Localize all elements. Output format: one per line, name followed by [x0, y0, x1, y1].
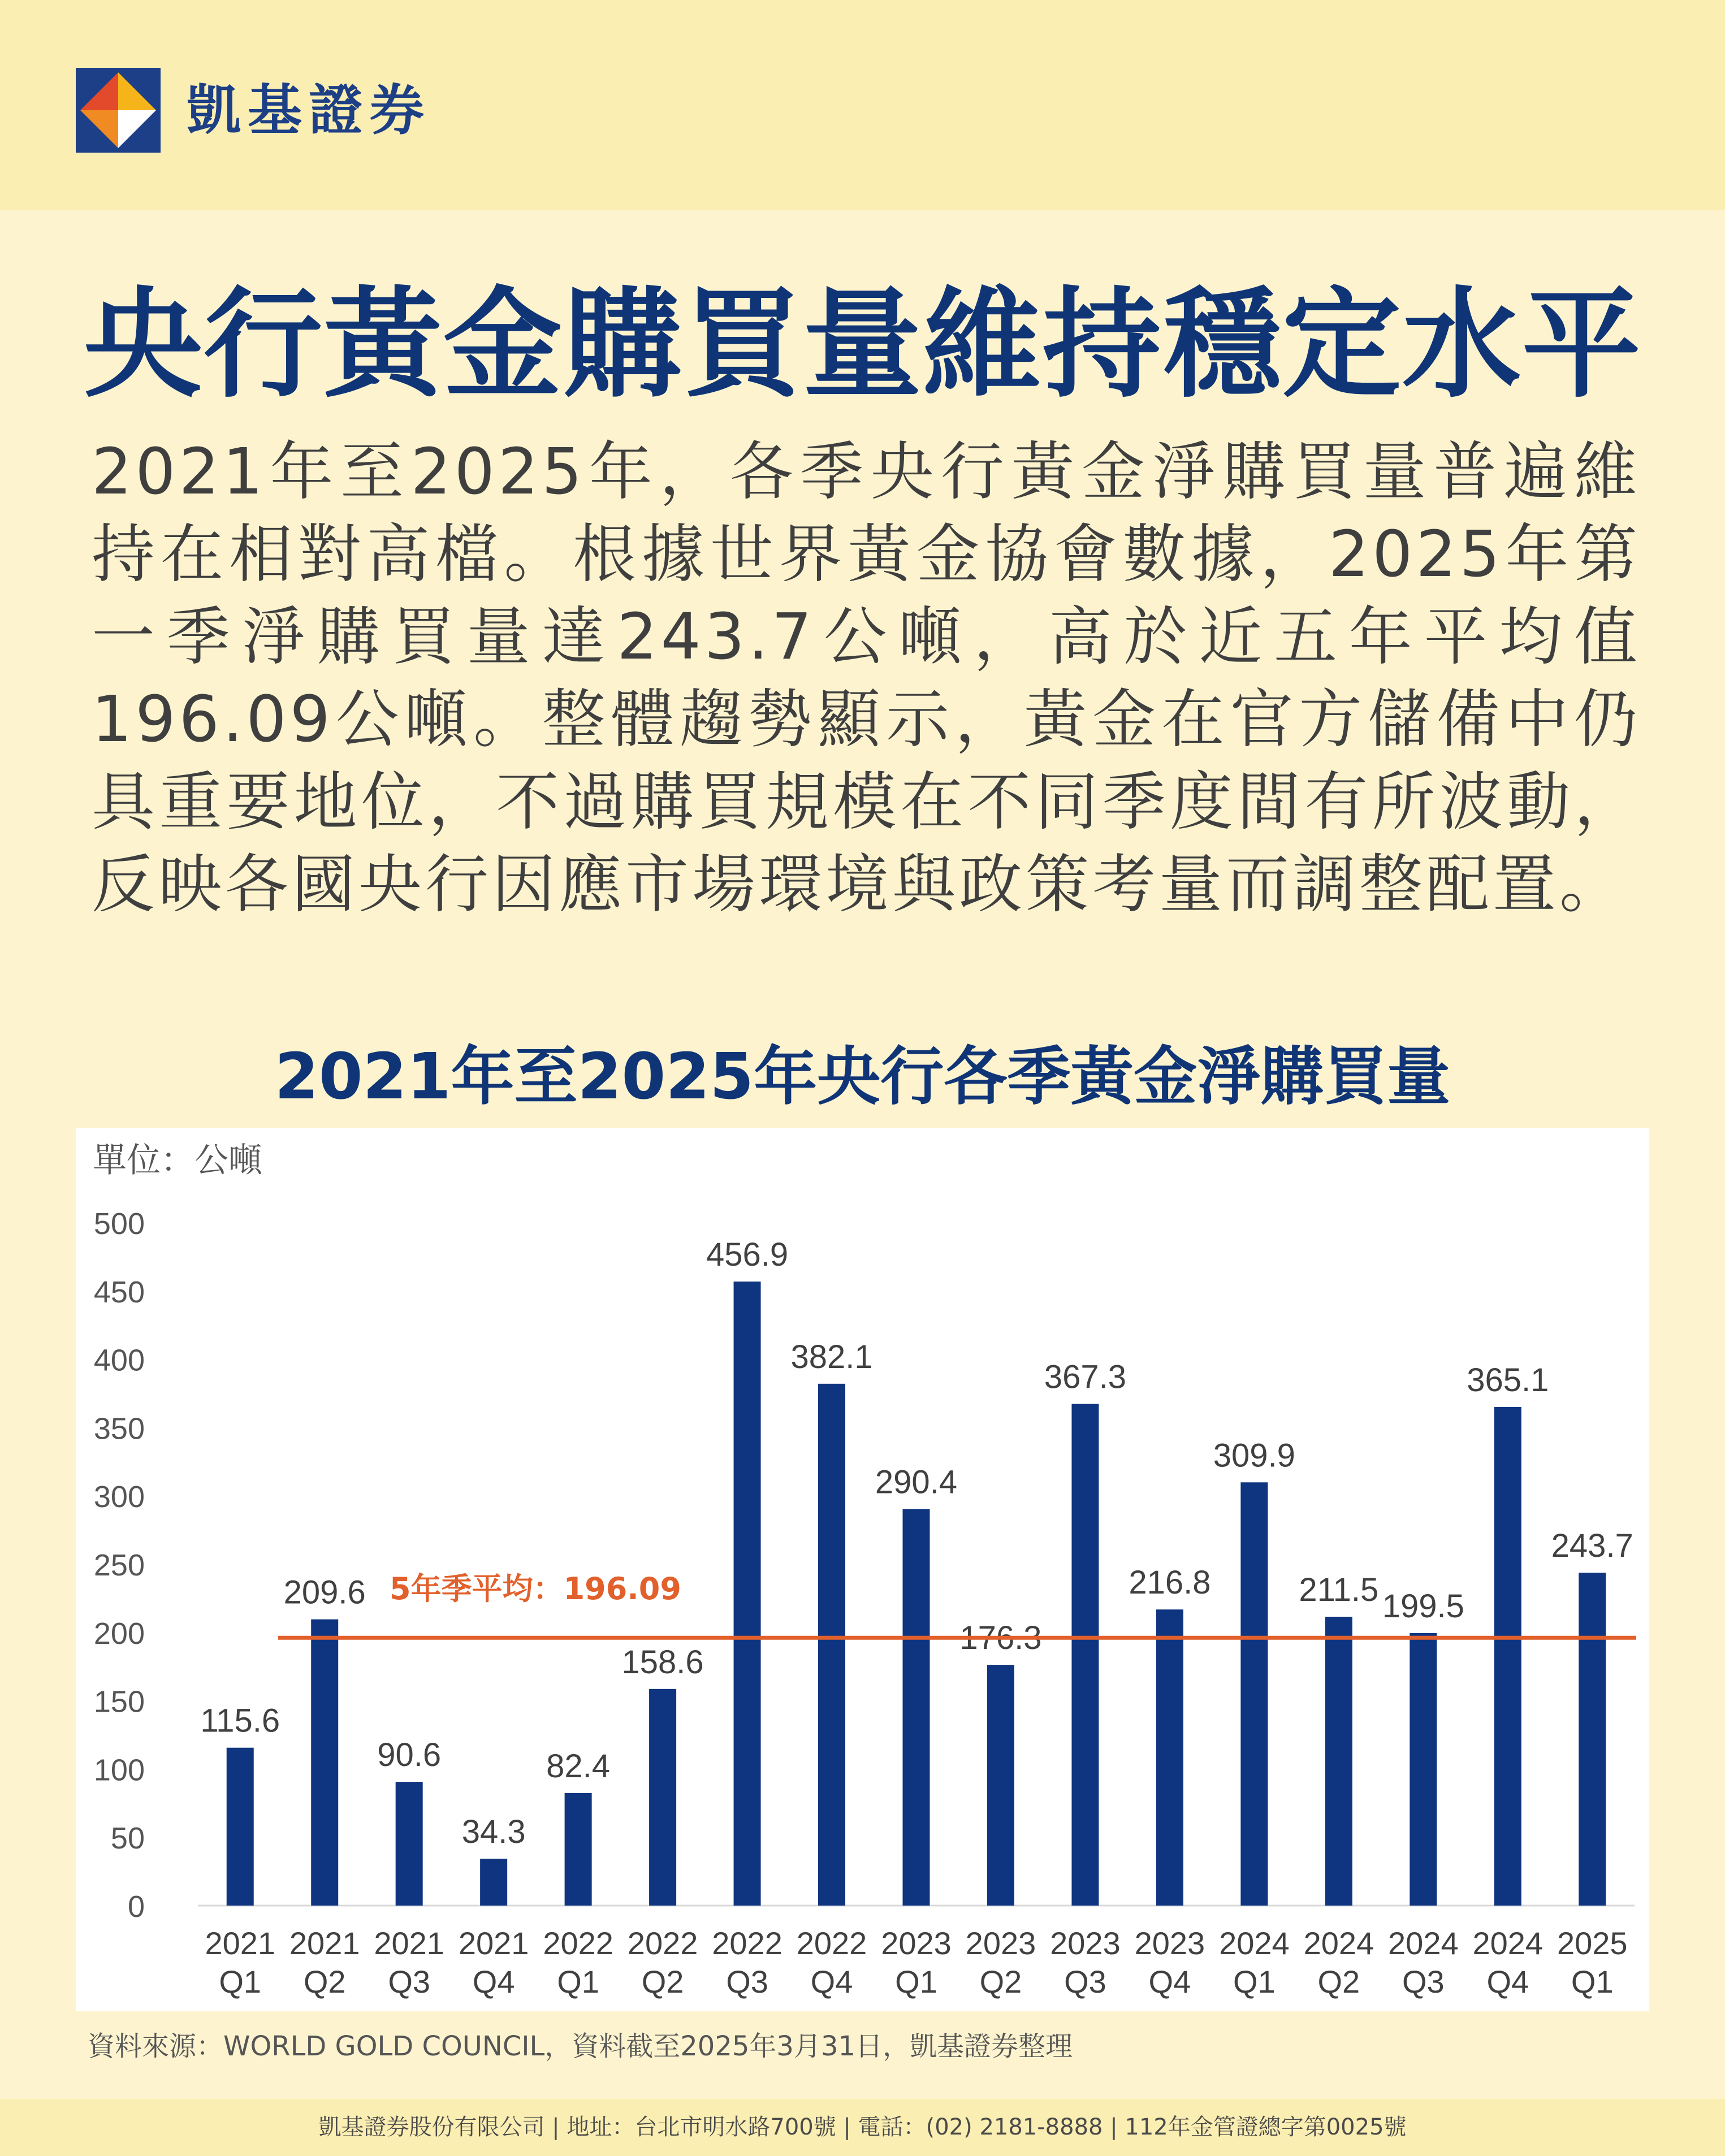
body-paragraph: 2021年至2025年，各季央行黃金淨購買量普遍維持在相對高檔。根據世界黃金協會數據，2025年第一季淨購買量達243.7公噸，高於近五年平均值196.09公噸。整體趨勢顯示，黃金在官方儲備中仍具重要地位，不過購買規模在不同季度間有所波動，反映各國央行因應市場環境與政策考量而調整配置。	[92, 435, 1641, 921]
y-tick-label: 250	[93, 1548, 145, 1582]
x-tick-label-year: 2022	[543, 1925, 613, 1961]
y-tick-label: 50	[110, 1821, 145, 1856]
y-tick-label: 450	[93, 1275, 145, 1309]
x-tick-label-quarter: Q1	[895, 1964, 937, 1999]
x-tick-label-year: 2024	[1388, 1925, 1459, 1961]
footer-band	[0, 2099, 1725, 2156]
data-label: 382.1	[790, 1338, 873, 1375]
x-tick-label-year: 2023	[1134, 1925, 1205, 1961]
source-note: 資料來源：WORLD GOLD COUNCIL，資料截至2025年3月31日，凱基證券整理	[88, 2031, 1073, 2062]
data-label: 34.3	[461, 1813, 526, 1851]
bar-2022-Q4	[818, 1384, 845, 1906]
x-tick-label-year: 2024	[1219, 1925, 1290, 1961]
x-tick-label-year: 2022	[627, 1925, 698, 1961]
bar-2024-Q2	[1325, 1617, 1352, 1906]
x-tick-label-year: 2023	[1050, 1925, 1121, 1961]
x-tick-label-quarter: Q2	[303, 1964, 346, 1999]
bar-2021-Q2	[311, 1620, 338, 1906]
x-tick-label-year: 2022	[796, 1925, 867, 1961]
data-label: 158.6	[621, 1643, 704, 1681]
x-tick-label-quarter: Q3	[1064, 1964, 1106, 1999]
x-tick-label-quarter: Q4	[810, 1964, 853, 1999]
x-tick-label-year: 2021	[205, 1925, 276, 1961]
data-label: 211.5	[1299, 1571, 1379, 1609]
data-label: 176.3	[959, 1620, 1042, 1657]
y-tick-label: 300	[93, 1480, 145, 1514]
y-tick-label: 350	[93, 1412, 145, 1446]
x-tick-label-quarter: Q4	[1486, 1964, 1529, 1999]
bar-2025-Q1	[1579, 1573, 1606, 1906]
y-tick-label: 400	[93, 1343, 145, 1378]
x-tick-label-quarter: Q1	[1571, 1964, 1614, 1999]
bar-2021-Q4	[480, 1859, 507, 1906]
bar-2024-Q1	[1240, 1482, 1268, 1906]
x-tick-label-quarter: Q3	[388, 1964, 431, 1999]
x-tick-label-quarter: Q1	[1233, 1964, 1276, 1999]
data-label: 199.5	[1382, 1588, 1464, 1625]
bar-chart	[76, 1128, 1649, 2011]
x-tick-label-year: 2021	[289, 1925, 360, 1961]
y-tick-label: 500	[93, 1207, 145, 1241]
y-tick-label: 150	[93, 1685, 145, 1719]
data-label: 309.9	[1213, 1437, 1295, 1474]
y-tick-label: 0	[127, 1890, 145, 1924]
x-tick-label-year: 2024	[1303, 1925, 1374, 1961]
data-label: 90.6	[377, 1737, 442, 1774]
data-label: 209.6	[283, 1574, 366, 1611]
x-tick-label-year: 2025	[1557, 1925, 1628, 1961]
x-tick-label-quarter: Q1	[219, 1964, 262, 1999]
bar-2021-Q1	[227, 1748, 254, 1906]
bar-2023-Q4	[1156, 1609, 1183, 1906]
x-tick-label-year: 2021	[458, 1925, 529, 1961]
x-tick-label-quarter: Q2	[641, 1964, 684, 1999]
bar-2023-Q3	[1071, 1404, 1099, 1906]
data-label: 216.8	[1129, 1564, 1211, 1601]
bar-2023-Q1	[903, 1509, 930, 1906]
y-tick-label: 200	[93, 1616, 145, 1651]
x-tick-label-quarter: Q4	[1148, 1964, 1191, 1999]
data-label: 243.7	[1551, 1527, 1633, 1565]
x-tick-label-quarter: Q3	[1402, 1964, 1445, 1999]
x-tick-label-year: 2023	[965, 1925, 1036, 1961]
bar-2024-Q4	[1494, 1407, 1521, 1906]
x-tick-label-quarter: Q2	[1317, 1964, 1360, 1999]
x-tick-label-quarter: Q2	[979, 1964, 1022, 1999]
x-tick-label-year: 2022	[712, 1925, 782, 1961]
brand-name: 凱基證券	[187, 79, 431, 142]
chart-title: 2021年至2025年央行各季黃金淨購買量	[274, 1040, 1451, 1114]
data-label: 82.4	[546, 1747, 611, 1785]
page-title: 央行黃金購買量維持穩定水平	[84, 275, 1642, 414]
header-band	[0, 0, 1725, 210]
data-label: 290.4	[875, 1464, 958, 1501]
y-tick-label: 100	[93, 1753, 145, 1787]
kgi-diamond-logo	[76, 68, 161, 153]
unit-label: 單位：公噸	[93, 1141, 262, 1180]
average-label: 5年季平均：196.09	[390, 1571, 681, 1607]
data-label: 115.6	[200, 1702, 280, 1739]
data-label: 365.1	[1467, 1361, 1549, 1399]
x-tick-label-quarter: Q3	[726, 1964, 768, 1999]
data-label: 367.3	[1044, 1358, 1127, 1396]
footer-text: 凱基證券股份有限公司 | 地址：台北市明水路700號 | 電話：(02) 2181-8888 | 112年金管證總字第0025號	[318, 2114, 1407, 2140]
x-tick-label-year: 2021	[374, 1925, 444, 1961]
chart-panel	[76, 1128, 1649, 2011]
x-tick-label-year: 2023	[881, 1925, 952, 1961]
x-tick-label-quarter: Q1	[557, 1964, 599, 1999]
bar-2022-Q2	[649, 1689, 676, 1906]
x-tick-label-year: 2024	[1472, 1925, 1544, 1961]
bar-2024-Q3	[1410, 1633, 1437, 1906]
data-label: 456.9	[706, 1236, 789, 1274]
bar-2023-Q2	[987, 1665, 1014, 1906]
x-tick-label-quarter: Q4	[472, 1964, 515, 1999]
bar-2022-Q1	[565, 1793, 592, 1906]
bar-2022-Q3	[734, 1282, 761, 1906]
bar-2021-Q3	[396, 1782, 423, 1906]
